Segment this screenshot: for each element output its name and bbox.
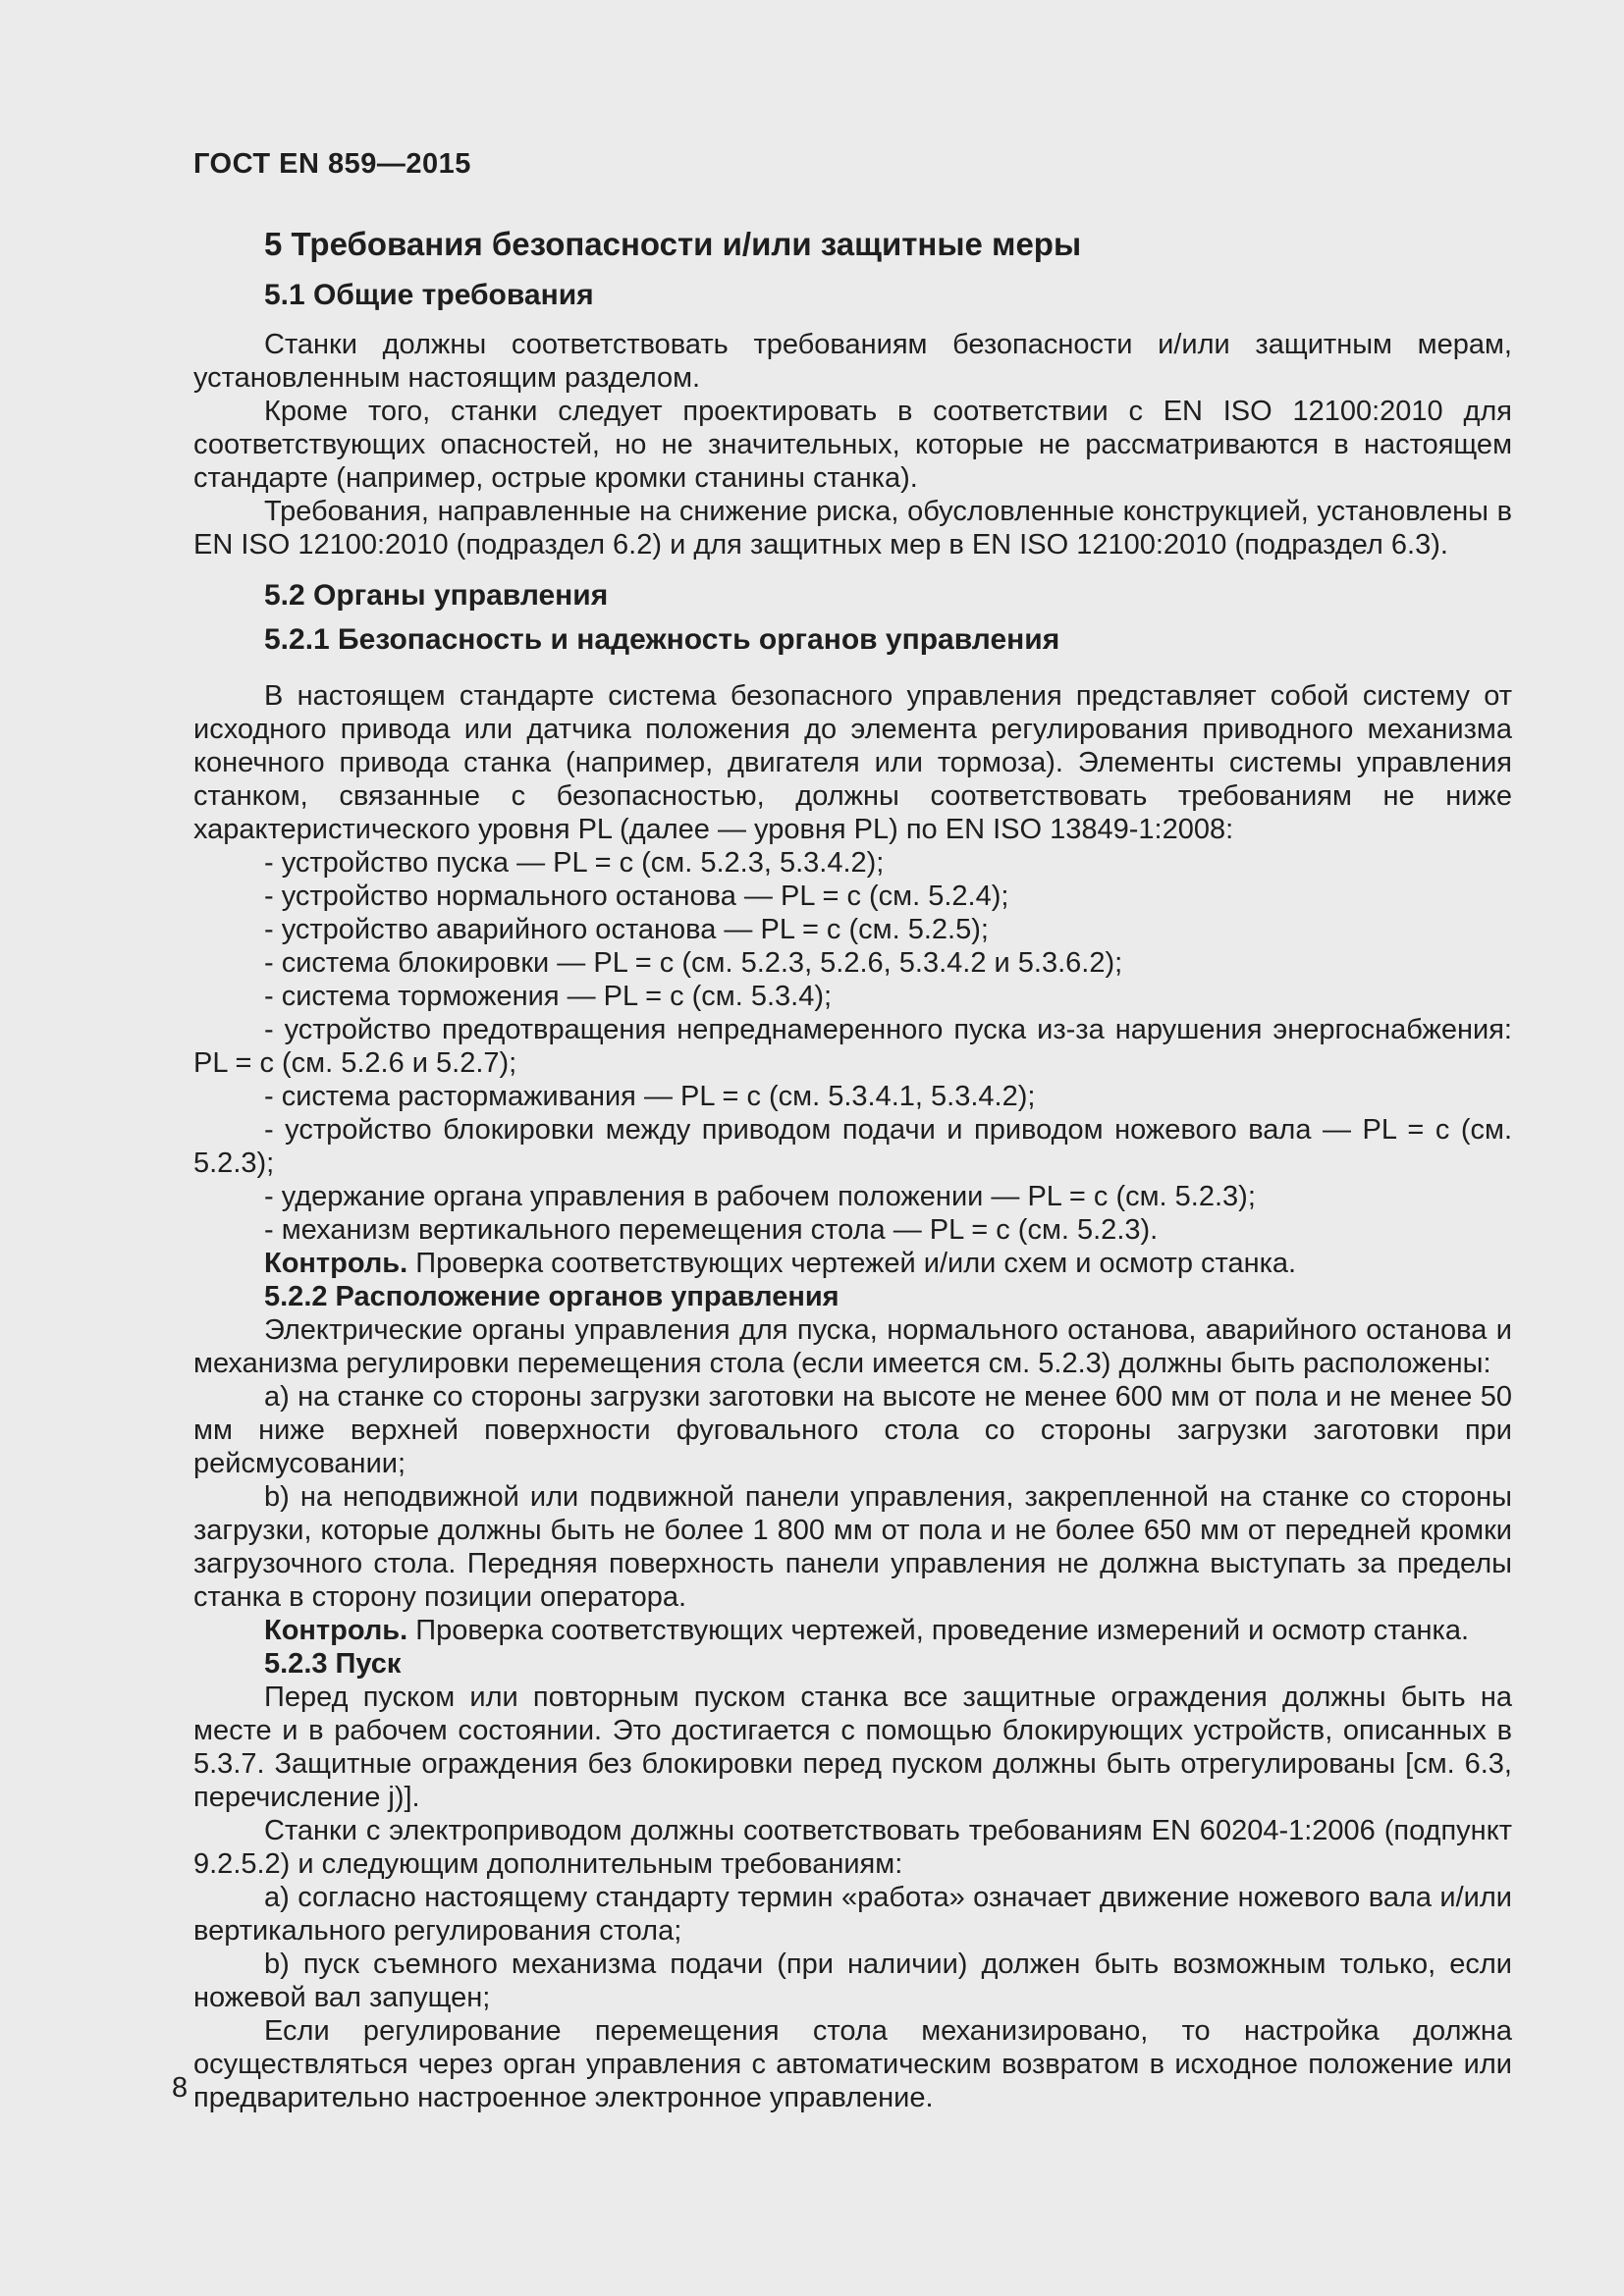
section-5-heading: 5 Требования безопасности и/или защитные меры bbox=[264, 226, 1082, 262]
paragraph: Требования, направленные на снижение риска, обусловленные конструкцией, установлены в EN ISO 12100:2010 (подраздел 6.2) и для защитных мер в EN ISO 12100:2010 (подраздел 6.3). bbox=[193, 496, 1512, 561]
section-5-2-1-heading: 5.2.1 Безопасность и надежность органов управления bbox=[264, 623, 1060, 656]
control-paragraph bbox=[193, 1614, 1512, 1647]
list-item: - система растормаживания — PL = c (см. 5.3.4.1, 5.3.4.2); bbox=[264, 1081, 1036, 1112]
list-item: - механизм вертикального перемещения стола — PL = c (см. 5.2.3). bbox=[264, 1214, 1159, 1246]
section-5-1-heading: 5.1 Общие требования bbox=[264, 279, 594, 311]
section-5-2-2-heading: 5.2.2 Расположение органов управления bbox=[264, 1281, 839, 1312]
list-item: - устройство блокировки между приводом подачи и приводом ножевого вала — PL = c (см. 5.2.3); bbox=[193, 1114, 1512, 1179]
control-paragraph bbox=[193, 1247, 1512, 1280]
list-item-b: b) пуск съемного механизма подачи (при наличии) должен быть возможным только, если ножевой вал запущен; bbox=[193, 1949, 1512, 2013]
paragraph: Кроме того, станки следует проектировать в соответствии с EN ISO 12100:2010 для соответствующих опасностей, но не значительных, которые не рассматриваются в настоящем стандарте (например, острые кромки станины станка). bbox=[193, 396, 1512, 494]
paragraph: Перед пуском или повторным пуском станка все защитные ограждения должны быть на месте и в рабочем состоянии. Это достигается с помощью блокирующих устройств, описанных в 5.3.7. Защитные ограждения без блокировки перед пуском должны быть отрегулированы [см. 6.3, перечисление j)]. bbox=[193, 1682, 1512, 1813]
control-text: Проверка соответствующих чертежей и/или схем и осмотр станка. bbox=[415, 1248, 1297, 1279]
paragraph: В настоящем стандарте система безопасного управления представляет собой систему от исходного привода или датчика положения до элемента регулирования приводного механизма конечного привода станка (например, двигателя или тормоза). Элементы системы управления станком, связанные с безопасностью, должны соответствовать требованиям не ниже характеристического уровня PL (далее — уровня PL) по EN ISO 13849-1:2008: bbox=[193, 680, 1512, 845]
list-item-a: a) на станке со стороны загрузки заготовки на высоте не менее 600 мм от пола и не менее 50 мм ниже верхней поверхности фуговального стола со стороны загрузки заготовки при рейсмусовании; bbox=[193, 1381, 1512, 1479]
list-item: - устройство аварийного останова — PL = c (см. 5.2.5); bbox=[264, 914, 989, 945]
paragraph: Станки должны соответствовать требованиям безопасности и/или защитным мерам, установленным настоящим разделом. bbox=[193, 329, 1512, 394]
control-label: Контроль. bbox=[264, 1615, 408, 1646]
list-item: - устройство пуска — PL = c (см. 5.2.3, 5.3.4.2); bbox=[264, 847, 885, 879]
list-item: - устройство предотвращения непреднамеренного пуска из-за нарушения энергоснабжения: PL = c (см. 5.2.6 и 5.2.7); bbox=[193, 1014, 1512, 1079]
paragraph: Станки с электроприводом должны соответствовать требованиям EN 60204-1:2006 (подпункт 9.2.5.2) и следующим дополнительным требованиям: bbox=[193, 1815, 1512, 1880]
list-item-a: a) согласно настоящему стандарту термин «работа» означает движение ножевого вала и/или вертикального регулирования стола; bbox=[193, 1882, 1512, 1947]
page-content bbox=[193, 147, 1512, 2114]
list-item: - система торможения — PL = c (см. 5.3.4); bbox=[264, 981, 833, 1012]
control-label: Контроль. bbox=[264, 1248, 408, 1279]
paragraph: Электрические органы управления для пуска, нормального останова, аварийного останова и механизма регулировки перемещения стола (если имеется см. 5.2.3) должны быть расположены: bbox=[193, 1314, 1512, 1379]
page-number: 8 bbox=[172, 2072, 189, 2104]
paragraph: Если регулирование перемещения стола механизировано, то настройка должна осуществляться через орган управления с автоматическим возвратом в исходное положение или предварительно настроенное электронное управление. bbox=[193, 2015, 1512, 2113]
list-item: - устройство нормального останова — PL = c (см. 5.2.4); bbox=[264, 881, 1009, 912]
list-item-b: b) на неподвижной или подвижной панели управления, закрепленной на станке со стороны загрузки, которые должны быть не более 1 800 мм от пола и не более 650 мм от передней кромки загрузочного стола. Передняя поверхность панели управления не должна выступать за пределы станка в сторону позиции оператора. bbox=[193, 1481, 1512, 1613]
section-5-2-3-heading: 5.2.3 Пуск bbox=[264, 1648, 402, 1680]
control-text: Проверка соответствующих чертежей, проведение измерений и осмотр станка. bbox=[415, 1615, 1470, 1646]
running-header: ГОСТ EN 859—2015 bbox=[193, 148, 471, 180]
list-item: - удержание органа управления в рабочем положении — PL = c (см. 5.2.3); bbox=[264, 1181, 1256, 1212]
list-item: - система блокировки — PL = c (см. 5.2.3, 5.2.6, 5.3.4.2 и 5.3.6.2); bbox=[264, 947, 1123, 979]
section-5-2-heading: 5.2 Органы управления bbox=[264, 579, 609, 612]
